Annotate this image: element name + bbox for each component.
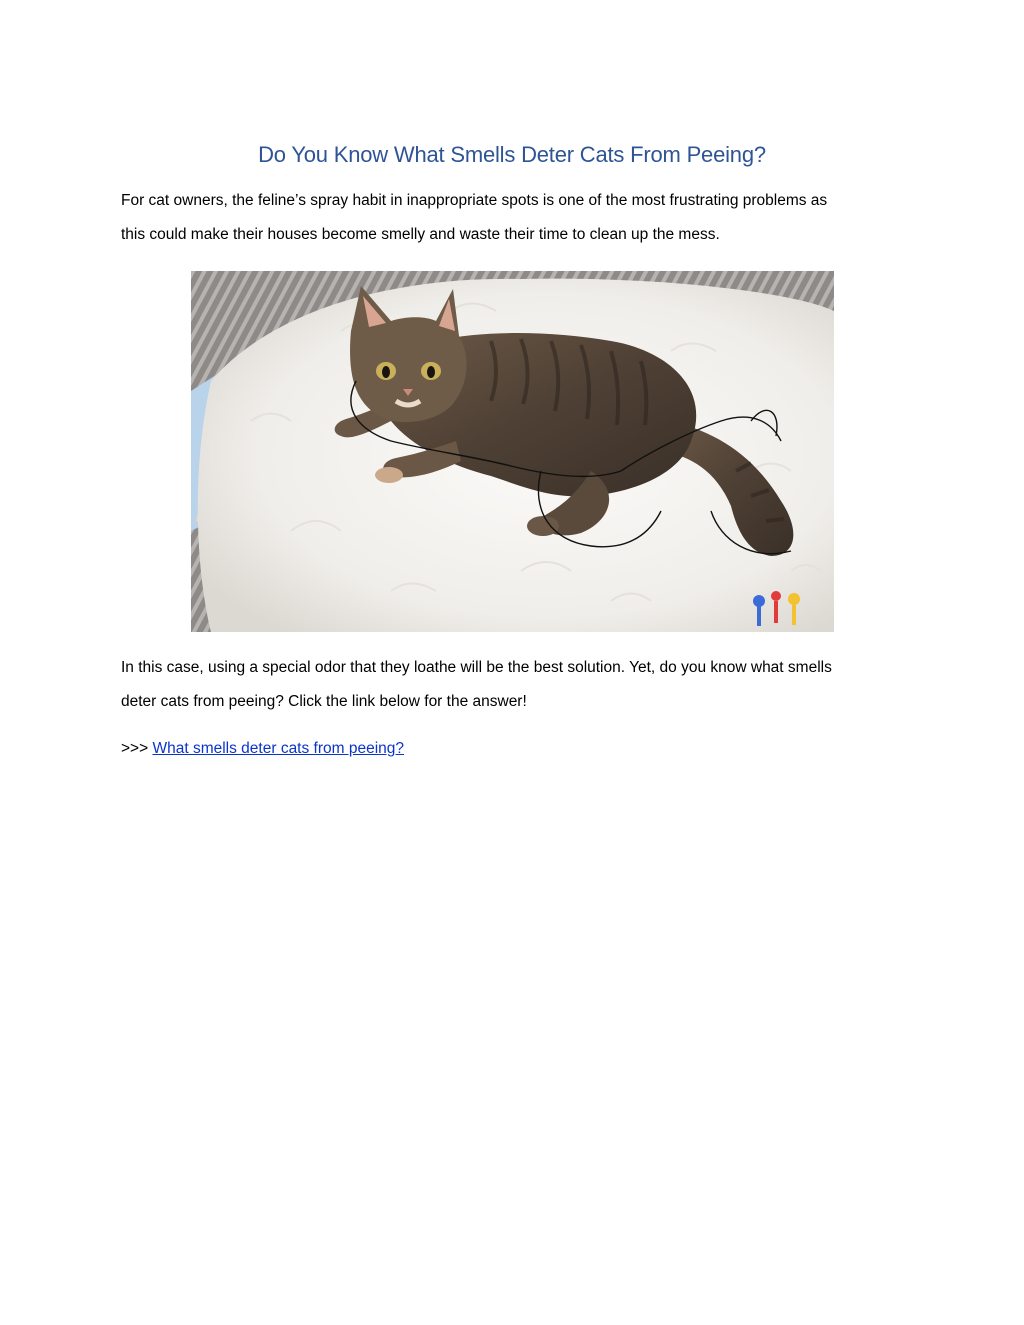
solution-paragraph-line: In this case, using a special odor that they loathe will be the best solution. Yet, do you know what smells xyxy=(121,659,832,676)
intro-paragraph-line: For cat owners, the feline’s spray habit in inappropriate spots is one of the most frustrating problems as xyxy=(121,192,828,209)
cat-photo xyxy=(191,271,834,632)
link-prefix: >>> xyxy=(121,740,153,757)
solution-paragraph xyxy=(121,651,911,719)
intro-paragraph xyxy=(121,184,911,252)
toys xyxy=(753,591,800,626)
solution-paragraph-line: deter cats from peeing? Click the link below for the answer! xyxy=(121,693,527,710)
intro-paragraph-line: this could make their houses become smelly and waste their time to clean up the mess. xyxy=(121,226,720,243)
link-line xyxy=(121,735,404,763)
page-title: Do You Know What Smells Deter Cats From Peeing? xyxy=(258,142,766,167)
article-link[interactable]: What smells deter cats from peeing? xyxy=(152,740,405,757)
